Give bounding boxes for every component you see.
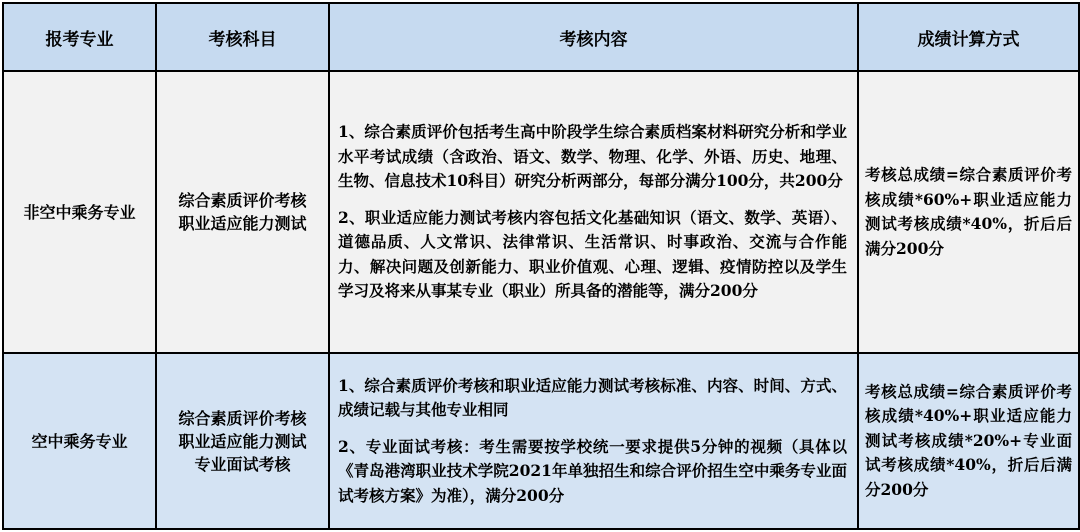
subjects-cell <box>156 71 329 353</box>
table-header-row <box>3 3 1079 71</box>
header-content: 考核内容 <box>329 3 858 71</box>
content-item: 2、职业适应能力测试考核内容包括文化基础知识（语文、数学、英语）、道德品质、人文常识、法律常识、生活常识、时事政治、交流与合作能力、解决问题及创新能力、职业价值观、心理、逻辑、疫情防控以及学生学习及将来从事某专业（职业）所具备的潜能等，满分200分 <box>338 207 847 301</box>
table-row <box>3 353 1079 529</box>
major-cell: 空中乘务专业 <box>3 353 156 529</box>
content-cell <box>329 71 858 353</box>
subject-item: 职业适应能力测试 <box>178 214 307 233</box>
admission-assessment-table <box>2 2 1080 530</box>
subject-item: 综合素质评价考核 <box>178 191 307 210</box>
content-item: 1、综合素质评价包括考生高中阶段学生综合素质档案材料研究分析和学业水平考试成绩（含政治、语文、数学、物理、化学、外语、历史、地理、生物、信息技术10科目）研究分析两部分，每部分满分100分，共200分 <box>338 122 847 191</box>
subject-item: 专业面试考核 <box>194 454 291 474</box>
subjects-cell <box>156 353 329 529</box>
header-major: 报考专业 <box>3 3 156 71</box>
content-cell <box>329 353 858 529</box>
content-item: 2、专业面试考核：考生需要按学校统一要求提供5分钟的视频（具体以《青岛港湾职业技术学院2021年单独招生和综合评价招生空中乘务专业面试考核方案》为准），满分200分 <box>338 436 847 505</box>
major-cell: 非空中乘务专业 <box>3 71 156 353</box>
subject-item: 职业适应能力测试 <box>178 431 307 451</box>
subject-item: 综合素质评价考核 <box>178 408 307 428</box>
calculation-cell: 考核总成绩=综合素质评价考核成绩*60%+职业适应能力测试考核成绩*40%，折后后满分200分 <box>858 71 1079 353</box>
table-row <box>3 71 1079 353</box>
header-subjects: 考核科目 <box>156 3 329 71</box>
calculation-cell: 考核总成绩=综合素质评价考核成绩*40%+职业适应能力测试考核成绩*20%+专业面试考核成绩*40%，折后后满分200分 <box>858 353 1079 529</box>
content-item: 1、综合素质评价考核和职业适应能力测试考核标准、内容、时间、方式、成绩记载与其他专业相同 <box>338 375 847 420</box>
header-calculation: 成绩计算方式 <box>858 3 1079 71</box>
